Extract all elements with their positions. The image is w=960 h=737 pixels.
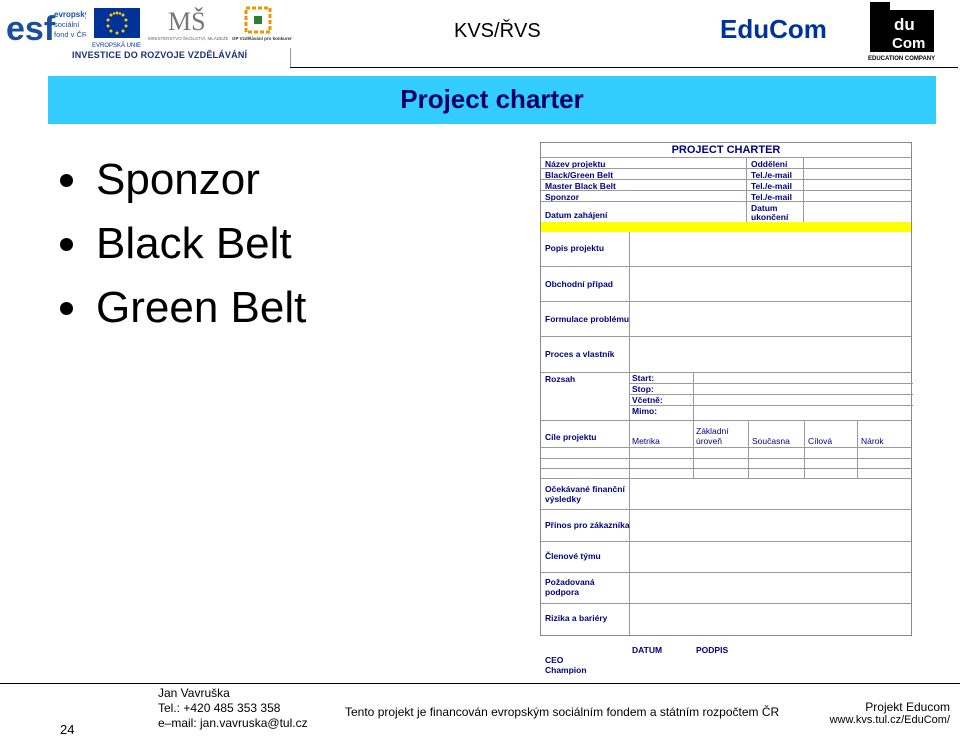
scope-stop: Stop: [632, 384, 654, 394]
footer-rule [0, 683, 960, 684]
form-divider [629, 372, 630, 420]
highlight-row [541, 222, 911, 232]
section-support-2: podpora [545, 587, 579, 597]
section-goals: Cíle projektu [545, 432, 597, 442]
svg-text:du: du [894, 15, 915, 34]
investment-slogan: INVESTICE DO ROZVOJE VZDĚLÁVÁNÍ [72, 50, 248, 60]
form-divider [693, 420, 694, 478]
form-divider [629, 420, 630, 478]
form-divider [748, 420, 749, 478]
signature-col-signature: PODPIS [696, 645, 729, 655]
section-team: Členové týmu [545, 551, 601, 561]
form-divider [693, 372, 694, 420]
signature-col-date: DATUM [632, 645, 663, 655]
op-label: OP Vzdělávání pro konkure [232, 36, 291, 41]
field-end-date-1: Datum [751, 203, 778, 213]
field-belt: Black/Green Belt [545, 170, 614, 180]
author-block [158, 686, 308, 731]
scope-start: Start: [632, 373, 655, 383]
form-rule [541, 572, 911, 573]
author-phone: Tel.: +420 485 353 358 [158, 701, 281, 715]
esf-text-1: evropský [54, 10, 86, 19]
field-contact-1: Tel./e-mail [751, 170, 792, 180]
goals-col-baseline-2: úroveň [696, 436, 722, 446]
form-title: PROJECT CHARTER [671, 144, 781, 156]
field-contact-3: Tel./e-mail [751, 192, 792, 202]
goals-col-claim: Nárok [861, 436, 884, 446]
form-rule [541, 458, 911, 459]
educom-subtitle: EDUCATION COMPANY [868, 56, 936, 62]
funding-note: Tento projekt je financován evropským sociálním fondem a státním rozpočtem ČR [345, 705, 780, 719]
eu-label: EVROPSKÁ UNIE [92, 43, 142, 48]
form-rule [541, 201, 911, 202]
form-rule [541, 372, 911, 373]
page-number: 24 [60, 722, 75, 737]
section-support-1: Požadovaná [545, 577, 595, 587]
form-rule [541, 447, 911, 448]
form-divider [629, 232, 630, 372]
form-divider [857, 420, 858, 478]
bullet-text: Green Belt [96, 283, 307, 332]
scope-excluded: Mimo: [632, 406, 658, 416]
project-url: www.kvs.tul.cz/EduCom/ [829, 714, 950, 726]
section-financial-1: Očekávané finanční [545, 484, 625, 494]
bullet-text: Black Belt [96, 219, 292, 268]
form-rule [541, 179, 911, 180]
eu-flag-logo [92, 6, 144, 48]
signatory-champion: Champion [545, 665, 587, 675]
field-department: Oddělení [751, 159, 788, 169]
bullet-item [54, 212, 306, 276]
section-problem: Formulace problému [545, 314, 630, 324]
form-rule [541, 468, 911, 469]
bullet-item [54, 148, 306, 212]
bullet-dot-icon [60, 302, 73, 315]
field-start-date: Datum zahájení [545, 210, 608, 220]
header-divider [290, 48, 291, 68]
form-rule [541, 420, 911, 421]
author-name: Jan Vavruška [158, 686, 230, 700]
msmt-logo [148, 6, 228, 48]
field-end-date-2: ukončení [751, 212, 789, 222]
op-logo [232, 6, 292, 48]
project-name: Projekt Educom [865, 700, 950, 714]
section-customer-benefit: Přínos pro zákazníka [545, 520, 630, 530]
slide-title: Project charter [400, 84, 584, 114]
form-rule [541, 190, 911, 191]
header-rule [290, 67, 958, 68]
form-rule [541, 301, 911, 302]
goals-col-current: Současna [752, 436, 790, 446]
field-sponsor: Sponzor [545, 192, 579, 202]
esf-text-2: sociální [54, 20, 80, 29]
form-rule [541, 603, 911, 604]
form-rule [541, 509, 911, 510]
section-financial-2: výsledky [545, 494, 581, 504]
field-master-black-belt: Master Black Belt [545, 181, 616, 191]
form-rule [541, 266, 911, 267]
section-process-owner: Proces a vlastník [545, 349, 615, 359]
bullet-item [54, 276, 306, 340]
form-rule [629, 383, 913, 384]
goals-col-metric: Metrika [632, 436, 660, 446]
field-contact-2: Tel./e-mail [751, 181, 792, 191]
bullet-dot-icon [60, 174, 73, 187]
goals-col-target: Cílová [808, 436, 833, 446]
form-divider [629, 478, 630, 635]
form-rule [629, 394, 913, 395]
form-rule [541, 168, 911, 169]
form-divider [804, 420, 805, 478]
esf-logo [6, 6, 86, 48]
author-email: e–mail: jan.vavruska@tul.cz [158, 716, 308, 730]
svg-text:esf: esf [6, 10, 56, 48]
section-business-case: Obchodní případ [545, 279, 613, 289]
form-rule [541, 336, 911, 337]
bullet-text: Sponzor [96, 155, 260, 204]
goals-col-baseline-1: Základní [696, 426, 729, 436]
scope-included: Včetně: [632, 395, 663, 405]
form-rule [541, 478, 911, 479]
bullet-list [54, 148, 306, 340]
bullet-dot-icon [60, 238, 73, 251]
section-risks: Rizika a bariéry [545, 613, 608, 623]
signatory-ceo: CEO [545, 655, 564, 665]
msmt-label: MINISTERSTVO ŠKOLSTVÍ, MLÁDEŽE [148, 36, 228, 41]
project-charter-form [540, 142, 912, 636]
form-rule [541, 157, 911, 158]
svg-text:Com: Com [892, 35, 926, 52]
field-project-name: Název projektu [545, 159, 606, 169]
brand-name: EduCom [720, 14, 827, 44]
form-rule [541, 541, 911, 542]
section-description: Popis projektu [545, 243, 605, 253]
section-scope: Rozsah [545, 374, 576, 384]
svg-text:MŠ: MŠ [168, 7, 206, 36]
educom-logo [870, 2, 936, 56]
esf-text-3: fond v ČR [54, 30, 86, 39]
department-label: KVS/ŘVS [454, 20, 541, 42]
form-rule [629, 405, 913, 406]
